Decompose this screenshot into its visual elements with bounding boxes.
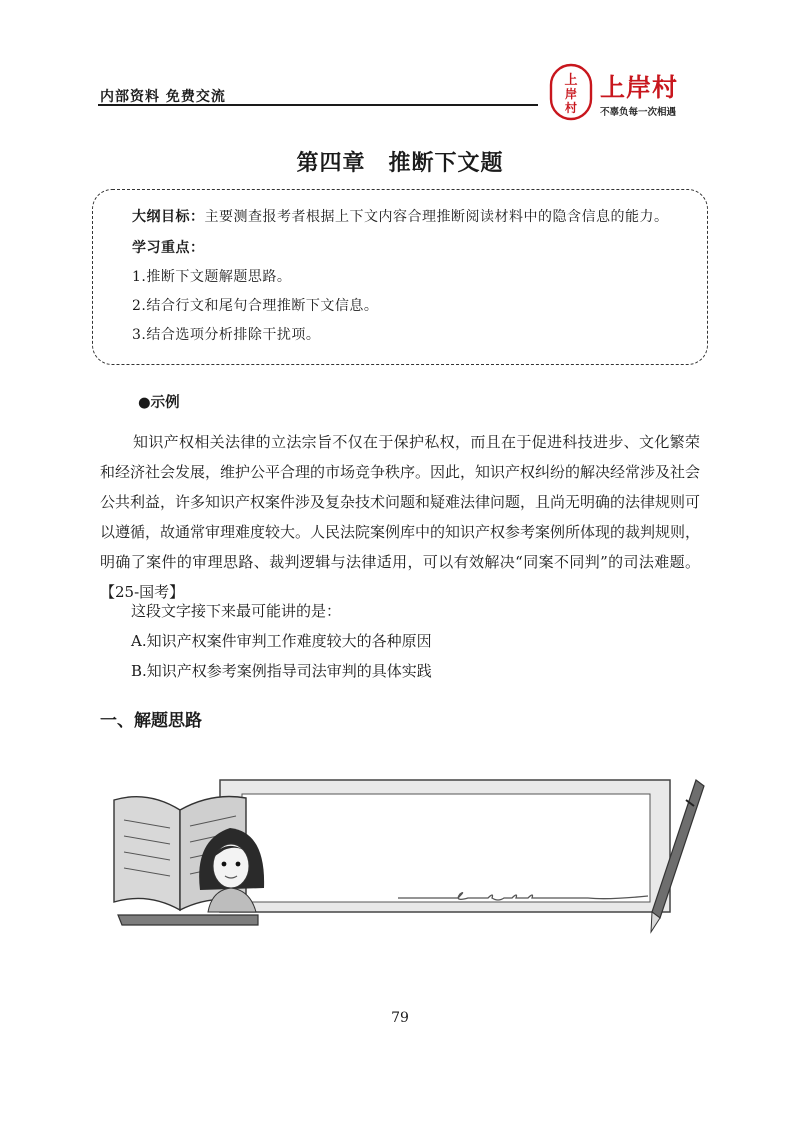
logo-slogan: 不辜负每一次相遇 [600, 107, 677, 118]
chapter-title: 第四章 推断下文题 [296, 151, 504, 176]
svg-text:岸: 岸 [564, 87, 578, 101]
page-number: 79 [391, 1010, 409, 1026]
brand-logo [548, 62, 708, 124]
svg-text:上: 上 [564, 73, 578, 88]
svg-text:村: 村 [564, 101, 578, 115]
example-paragraph: 知识产权相关法律的立法宗旨不仅在于保护私权，而且在于促进科技进步、文化繁荣和经济社会发展，维护公平合理的市场竞争秩序。因此，知识产权纠纷的解决经常涉及社会公共利益，许多知识产权案件涉及复杂技术问题和疑难法律问题，且尚无明确的法律规则可以遵循，故通常审理难度较大。人民法院案例库中的知识产权参考案例所体现的裁判规则，明确了案件的审理思路、裁判逻辑与法律适用，可以有效解决“同案不同判”的司法难题。【25-国考】 [100, 433, 701, 601]
section-heading: 一、解题思路 [100, 711, 202, 731]
example-heading: ●示例 [138, 395, 180, 411]
seal-icon [548, 62, 594, 122]
option-b: B.知识产权参考案例指导司法审判的具体实践 [131, 662, 432, 680]
question-stem: 这段文字接下来最可能讲的是： [131, 602, 342, 620]
goal-text: 主要测查报考者根据上下文内容合理推断阅读材料中的隐含信息的能力。 [204, 209, 669, 225]
focus-item: 1.推断下文题解题思路。 [132, 269, 292, 285]
outline-goal [132, 206, 669, 226]
note-frame [220, 780, 670, 912]
focus-label: 学习重点： [132, 240, 205, 256]
option-a: A.知识产权案件审判工作难度较大的各种原因 [131, 632, 432, 650]
focus-item: 2.结合行文和尾句合理推断下文信息。 [132, 298, 379, 314]
header-label: 内部资料 免费交流 [100, 89, 226, 105]
illustration [108, 770, 708, 940]
logo-brand-name: 上岸村 [600, 73, 679, 102]
goal-label: 大纲目标： [132, 209, 205, 225]
header-divider [98, 104, 538, 106]
focus-item: 3.结合选项分析排除干扰项。 [132, 327, 321, 343]
outline-focus [132, 237, 205, 257]
